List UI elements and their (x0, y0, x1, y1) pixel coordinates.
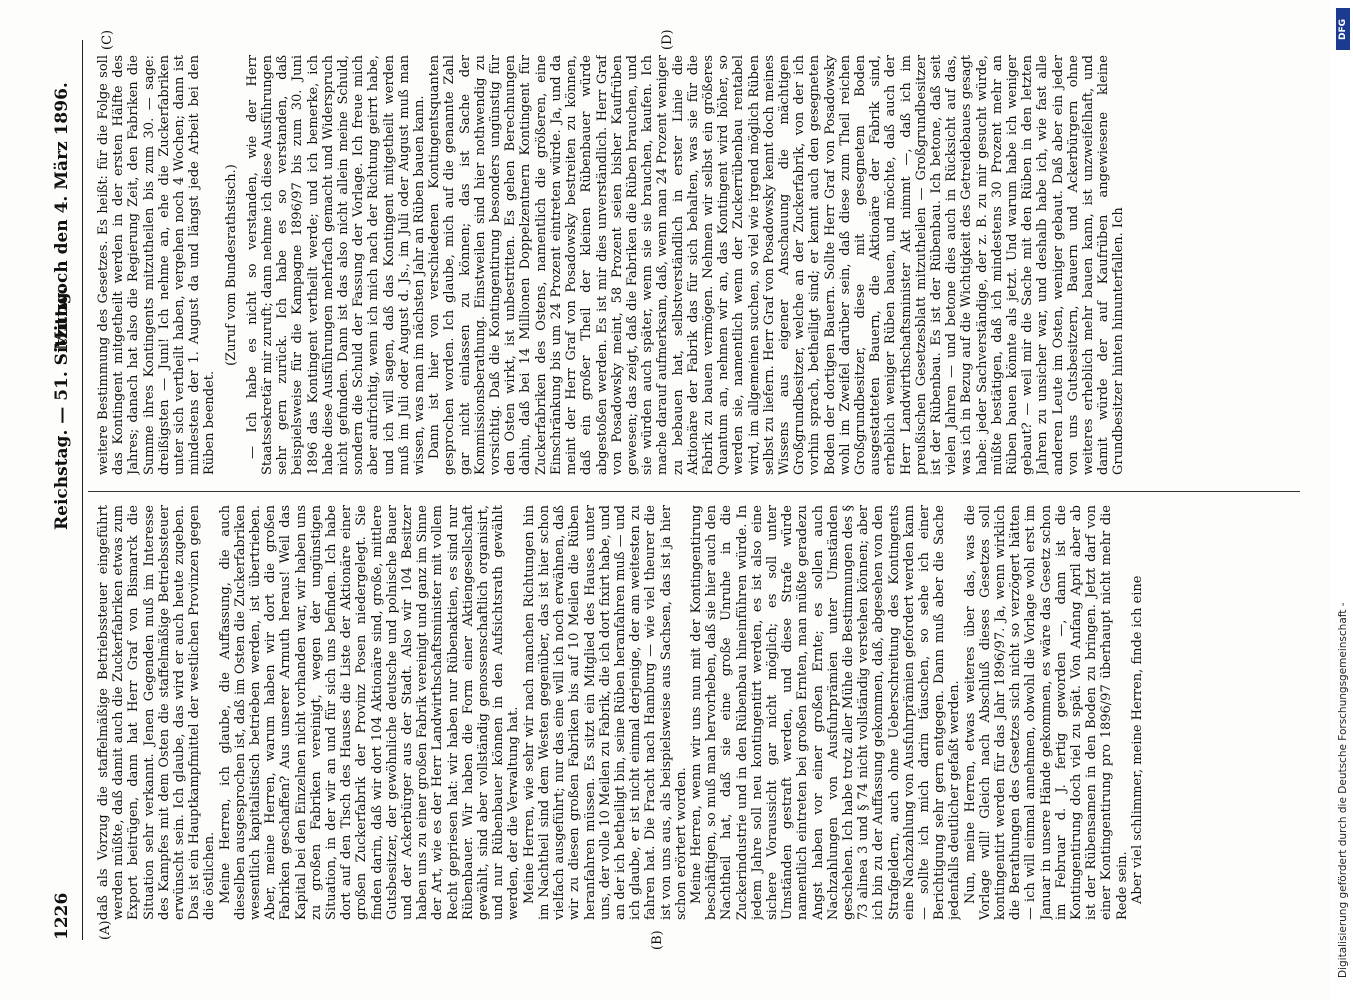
running-head (52, 40, 83, 940)
paragraph: Meine Herren, ich glaube, die Auffassung, die auch dieselben ausgesprochen ist, daß im Osten die Zuckerfabriken wesentlich kapitalistisch betrieben werden, ist übertrieben. Aber, meine Herren, warum haben wir dort die großen Fabriken geschaffen? Aus unserer Armuth heraus! Weil das Kapital bei den Einzelnen nicht vorhanden war, wir haben uns zu großen Fabriken vereinigt, wegen der ungünstigen Situation, in der wir an und für sich uns befinden. Ich habe dort auf den Tisch des Hauses die Liste der Aktionäre einer großen Zuckerfabrik der Provinz Posen niedergelegt. Sie finden darin, daß wir dort 104 Aktionäre sind, große, mittlere Gutsbesitzer, der gewöhnliche deutsche und polnische Bauer und der Ackerbürger aus der Stadt. Also wir 104 Besitzer haben uns zu einer großen Fabrik vereinigt und ganz im Sinne der Art, wie es der Herr Landwirthschaftsminister mit vollem Recht gepriesen hat: wir haben nur Rübenaktien, es sind nur Rübenbauer. Wir haben die Form einer Aktiengesellschaft gewählt, sind aber vollständig genossenschaftlich organisirt, und nur Rübenbauer können in den Aufsichtsrath gewählt werden, der die Verwaltung hat. (217, 505, 522, 920)
session-date: Mittwoch den 4. März 1896. (52, 82, 72, 350)
paragraph: Meine Herren, wie sehr wir nach manchen Richtungen hin im Nachtheil sind dem Westen gegenüber, das ist hier schon vielfach ausgeführt; nur das eine will ich noch erwähnen, daß wir zu diesen großen Fabriken bis auf 10 Meilen die Rüben heranfahren müssen. Es sitzt ein Mitglied des Hauses unter uns, der volle 10 Meilen zu Fabrik, die ich dort fixirt habe, und an der ich betheiligt bin, seine Rüben heranfahren muß — und ich glaube, er ist nicht einmal derjenige, der am weitesten zu fahren hat. Die Fracht nach Hamburg — wie viel theurer die ist von uns aus, als beispielsweise aus Sachsen, das ist ja hier schon erörtert worden. (521, 505, 689, 920)
paragraph: Nun, meine Herren, etwas weiteres über das, was die Vorlage will! Gleich nach Abschluß dieses Gesetzes soll kontingentirt werden für das Jahr 1896/97. Ja, wenn wirklich die Berathungen des Gesetzes sich nicht so verzögert hätten — ich will einmal annehmen, obwohl die Vorlage wohl erst im Januar in unsere Hände gekommen, es wäre das Gesetz schon im Februar d. J. fertig geworden —, dann ist die Kontingentirung doch viel zu spät. Von Anfang April aber ab ist der Rübensamen in den Boden zu bringen. Jetzt darf von einer Kontingentirung pro 1896/97 überhaupt nicht mehr die Rede sein. (962, 505, 1130, 920)
paragraph: — Ich habe es nicht so verstanden, wie der Herr Staatssekretär mir zuruft; dann nehme ich diese Ausführungen sehr gern zurück. Ich habe es so verstanden, daß beispielsweise für die Kampagne 1896/97 bis zum 30. Juni 1896 das Kontingent vertheilt werde; und ich bemerke, ich habe diese Ausführungen mehrfach gemacht und Widerspruch nicht gefunden. Dann ist das also nicht allein meine Schuld, sondern die Schuld der Fassung der Vorlage. Ich freue mich aber aufrichtig, wenn ich mich nach der Richtung geirrt habe, und ich will sagen, daß das Kontingent mitgetheilt werden muß im Juli oder August d. Js., im Juli oder August muß man wissen, was man im nächsten Jahr an Rüben bauen kann. (244, 55, 428, 475)
digitization-credit (1337, 8, 1351, 988)
page-number: 1226 (52, 892, 72, 940)
margin-marker-c: (C) (100, 29, 115, 50)
paragraph: daß als Vorzug die staffelmäßige Betriebssteuer eingeführt werden müßte, daß damit auch die Zuckerfabriken etwas zum Export beitrügen, dann hat Herr Graf von Bismarck die Situation sehr verkannt. Jenen Gegenden muß im Interesse des Kampfes mit dem Osten die staffelmäßige Betriebssteuer erwünscht sein. Ich glaube, das wird er auch heute zugeben. Das ist ein Hauptkampfmittel der westlichen Provinzen gegen die östlichen. (96, 505, 218, 920)
margin-marker-d: (D) (660, 29, 675, 50)
column-divider (88, 491, 1300, 492)
dfg-logo: DFG (1336, 8, 1350, 50)
margin-marker-a: (A) (98, 920, 113, 940)
paragraph: Aber viel schlimmer, meine Herren, finde ich eine (1129, 575, 1145, 904)
interjection: (Zuruf vom Bundesrathstisch.) (223, 164, 239, 366)
left-column (96, 505, 1300, 920)
paragraph: weitere Bestimmung des Gesetzes. Es heißt: für die Folge soll das Kontingent mitgetheilt werden in der ersten Hälfte des Jahres; danach hat also die Regierung Zeit, den Fabriken die Summe ihres Kontingents mitzutheilen bis zum 30. — sage: dreißigsten — Juni! Ich nehme an, ehe die Zuckerfabriken unter sich vertheilt haben, vergehen noch 4 Wochen; dann ist mindestens der 1. August da und längst jede Arbeit bei den Rüben beendet. (96, 55, 218, 475)
paragraph: Meine Herren, wenn wir uns nun mit der Kontingentirung beschäftigen, so muß man hervorheben, daß sie hier auch den Nachtheil hat, daß sie eine große Unruhe in die Zuckerindustrie und in den Rübenbau hineinführen würde. In jedem Jahre soll neu kontingentirt werden, es ist also eine sichere Voraussicht gar nicht möglich; es soll unter Umständen gestraft werden, und diese Strafe würde namentlich eintreten bei großen Ernten, man müßte geradezu Angst haben vor einer großen Ernte; es sollen auch Nachzahlungen von Ausfuhrprämien unter Umständen geschehen. Ich habe trotz aller Mühe die Bestimmungen des § 73 alinea 3 und § 74 nicht vollständig verstehen können; aber ich bin zu der Auffassung gekommen, daß, abgesehen von den Strafgeldern, auch ohne Ueberschreitung des Kontingents eine Nachzahlung von Ausfuhrprämien gefordert werden kann — sollte ich mich darin täuschen, so sehe ich einer Berichtigung sehr gern entgegen. Dann muß aber die Sache jedenfalls deutlicher gefaßt werden. (688, 505, 963, 920)
paragraph: Dann ist hier von verschiedenen Kontingentsquanten gesprochen worden. Ich glaube, mich auf die genannte Zahl gar nicht einlassen zu können; das ist Sache der Kommissionsberathung. Einstweilen sind hier nothwendig zu vorsichtig. Daß die Kontingentirung besonders ungünstig für den Osten wirkt, ist unbestritten. Es gehen Berechnungen dahin, daß bei 14 Millionen Doppelzentnern Kontingent für Zuckerfabriken des Ostens, namentlich die größeren, eine Einschränkung bis um 24 Prozent eintreten würde. Ja, und da meint der Herr Graf von Posadowsky bestreiten zu können, daß ein großer Theil der kleinen Rübenbauer würde abgestoßen werden. Es ist mir dies unverständlich. Herr Graf von Posadowsky meint, 58 Prozent seien bisher Kaufrüben gewesen; das zeigt, daß die Fabriken die Rüben brauchen, und sie würden auch später, wenn sie sie brauchen, kaufen. Ich mache darauf aufmerksam, daß, wenn man 24 Prozent weniger zu bebauen hat, selbstverständlich in erster Linie die Aktionäre der Fabrik das für sich behalten, was sie für die Fabrik zu bauen vermögen. Nehmen wir selbst ein größeres Quantum an, nehmen wir an, das Kontingent wird höher, so werden sie, namentlich wenn der Zuckerrübenbau rentabel wird, im allgemeinen suchen, so viel wie irgend möglich Rüben selbst zu liefern. Herr Graf von Posadowsky kennt doch meines Wissens aus eigener Anschauung die mächtigen Großgrundbesitzer, welche an der Zuckerfabrik, von der ich vorhin sprach, betheiligt sind; er kennt auch den gesegneten Boden der dortigen Bauern. Sollte Herr Graf von Posadowsky wohl im Zweifel darüber sein, daß diese zum Theil reichen Großgrundbesitzer, diese mit gesegnetem Boden ausgestatteten Bauern, die Aktionäre der Fabrik sind, erheblich weniger Rüben bauen, und möchte, daß auch der Herr Landwirthschaftsminister Akt nimmt —, daß ich im preußischen Gesetzesblatt mitzutheilen — Großgrundbesitzer ist der Rübenbau. Es ist der Rübenbau. Ich betone, daß seit vielen Jahren — und betone dies auch in Rücksicht auf das, was ich in Bezug auf die Wichtigkeit des Getreidebaues gesagt habe: jeder Sachverständige, der z. B. zu mir gesucht würde, müßte bestätigen, daß ich mindestens 30 Prozent mehr an Rüben bauen könnte als jetzt. Und warum habe ich weniger gebaut? — weil mir die Sache mit den Rüben in den letzten Jahren zu unsicher war, und deshalb habe ich, wie fast alle anderen Leute im Osten, weniger gebaut. Daß aber ein jeder von uns Gutsbesitzern, Bauern und Ackerbürgern ohne weiteres erheblich mehr bauen kann, ist unzweifelhaft, und damit würde der auf Kaufrüben angewiesene kleine Grundbesitzer hinten hinunterfallen. Ich (427, 55, 1127, 475)
session-title: Reichstag. — 51. Sitzung. (52, 286, 72, 530)
right-column (96, 55, 1300, 475)
credit-text: Digitalisierung gefördert durch die Deutsche Forschungsgemeinschaft - (1337, 602, 1349, 978)
margin-marker-b: (B) (650, 930, 665, 950)
